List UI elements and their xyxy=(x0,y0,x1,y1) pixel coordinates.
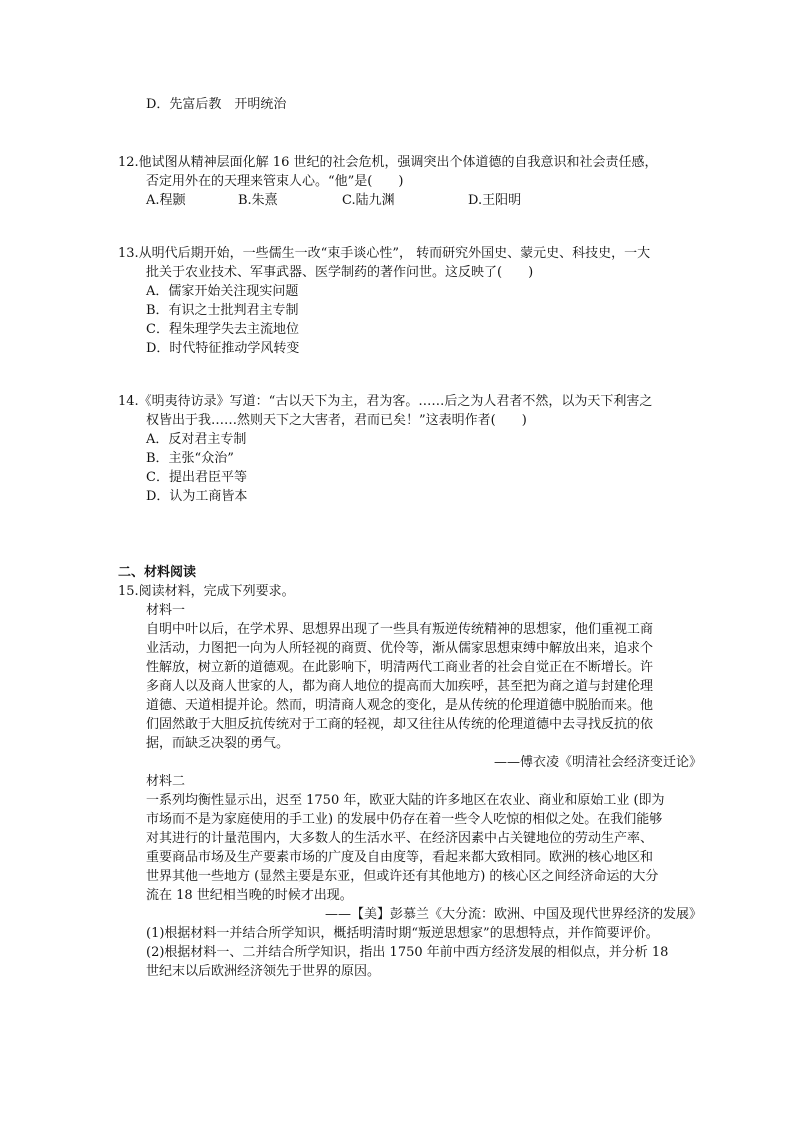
material-2-line: 对其进行的计量范围内，大多数人的生活水平、在经济因素中占关键地位的劳动生产率、 xyxy=(146,831,654,846)
material-1-line: 性解放，树立新的道德观。在此影响下，明清两代工商业者的社会自觉正在不断增长。许 xyxy=(146,660,654,675)
q14-option-d: D．认为工商皆本 xyxy=(146,489,248,504)
material-1-label: 材料一 xyxy=(146,603,186,618)
material-2-line: 重要商品市场及生产要素市场的广度及自由度等，看起来都大致相同。欧洲的核心地区和 xyxy=(146,850,654,865)
q12-option-a: A.程颢 xyxy=(146,193,186,208)
q13-option-b: B．有识之士批判君主专制 xyxy=(146,303,299,318)
q14-option-c: C．提出君臣平等 xyxy=(146,470,247,485)
q13-option-a: A．儒家开始关注现实问题 xyxy=(146,284,299,299)
material-1-text xyxy=(146,620,702,772)
q13-stem-line2: 批关于农业技术、军事武器、医学制药的著作问世。这反映了( ) xyxy=(146,265,534,280)
material-2-line: 流在 18 世纪相当晚的时候才出现。 xyxy=(146,888,353,903)
material-1-line: 道德、天道相提并论。然而，明清商人观念的变化，是从传统的伦理道德中脱胎而来。他 xyxy=(146,698,654,713)
q12-option-d: D.王阳明 xyxy=(468,193,522,208)
material-2-line: 世界其他一些地方 (显然主要是东亚，但或许还有其他地方) 的核心区之间经济命运的大分 xyxy=(146,869,659,884)
q12-stem-line2: 否定用外在的天理来管束人心。“他”是( ) xyxy=(146,174,404,189)
material-1-source: ——傅衣凌《明清社会经济变迁论》 xyxy=(493,755,702,770)
material-2-source: ——【美】彭慕兰《大分流：欧洲、中国及现代世界经济的发展》 xyxy=(324,907,702,922)
question-13 xyxy=(118,244,703,358)
q14-stem-line1: 14.《明夷待访录》写道：“古以天下为主，君为客。……后之为人君者不然，以为天下利害之 xyxy=(118,394,653,409)
section-title: 二、材料阅读 xyxy=(118,565,197,580)
q12-options xyxy=(118,191,703,210)
material-1-line: 业活动，力图把一向为人所轻视的商贾、优伶等，渐从儒家思想束缚中解放出来，追求个 xyxy=(146,641,654,656)
requirement-2-line1: (2)根据材料一、二并结合所学知识，指出 1750 年前中西方经济发展的相似点，并分析 18 xyxy=(146,945,669,960)
q13-option-c: C．程朱理学失去主流地位 xyxy=(146,322,299,337)
material-1-line: 们固然敢于大胆反抗传统对于工商的轻视，却又往往从传统的伦理道德中去寻找反抗的依 xyxy=(146,717,654,732)
material-2-line: 市场而不是为家庭使用的手工业) 的发展中仍存在着一些令人吃惊的相似之处。在我们能够 xyxy=(146,812,663,827)
requirements xyxy=(146,924,702,981)
q12-option-c: C.陆九渊 xyxy=(342,193,395,208)
material-1-line: 多商人以及商人世家的人，都为商人地位的提高而大加疾呼，甚至把为商之道与封建伦理 xyxy=(146,679,654,694)
requirement-1: (1)根据材料一并结合所学知识，概括明清时期“叛逆思想家”的思想特点，并作简要评价。 xyxy=(146,926,659,941)
q14-option-b: B．主张“众治” xyxy=(146,451,234,466)
material-2-text xyxy=(146,791,702,924)
q12-stem-line1: 12.他试图从精神层面化解 16 世纪的社会危机，强调突出个体道德的自我意识和社会责任感， xyxy=(118,155,658,170)
q11-option-d: D．先富后教 开明统治 xyxy=(146,97,287,112)
q13-option-d: D．时代特征推动学风转变 xyxy=(146,341,300,356)
q13-stem-line1: 13.从明代后期开始，一些儒生一改“束手谈心性”， 转而研究外国史、蒙元史、科技史，一大 xyxy=(118,246,651,261)
q14-stem-line2: 权皆出于我……然则天下之大害者，君而已矣！”这表明作者( ) xyxy=(146,413,527,428)
material-1-line: 自明中叶以后，在学术界、思想界出现了一些具有叛逆传统精神的思想家，他们重视工商 xyxy=(146,622,654,637)
q15-stem: 15.阅读材料，完成下列要求。 xyxy=(118,584,295,599)
q12-option-b: B.朱熹 xyxy=(238,193,278,208)
requirement-2-line2: 世纪末以后欧洲经济领先于世界的原因。 xyxy=(146,964,381,979)
material-2-label: 材料二 xyxy=(146,774,186,789)
question-12 xyxy=(118,153,703,210)
material-2-line: 一系列均衡性显示出，迟至 1750 年，欧亚大陆的许多地区在农业、商业和原始工业 (即为 xyxy=(146,793,665,808)
material-1-line: 据，而缺乏决裂的勇气。 xyxy=(146,736,290,751)
q14-option-a: A．反对君主专制 xyxy=(146,432,247,447)
question-14 xyxy=(118,392,703,506)
